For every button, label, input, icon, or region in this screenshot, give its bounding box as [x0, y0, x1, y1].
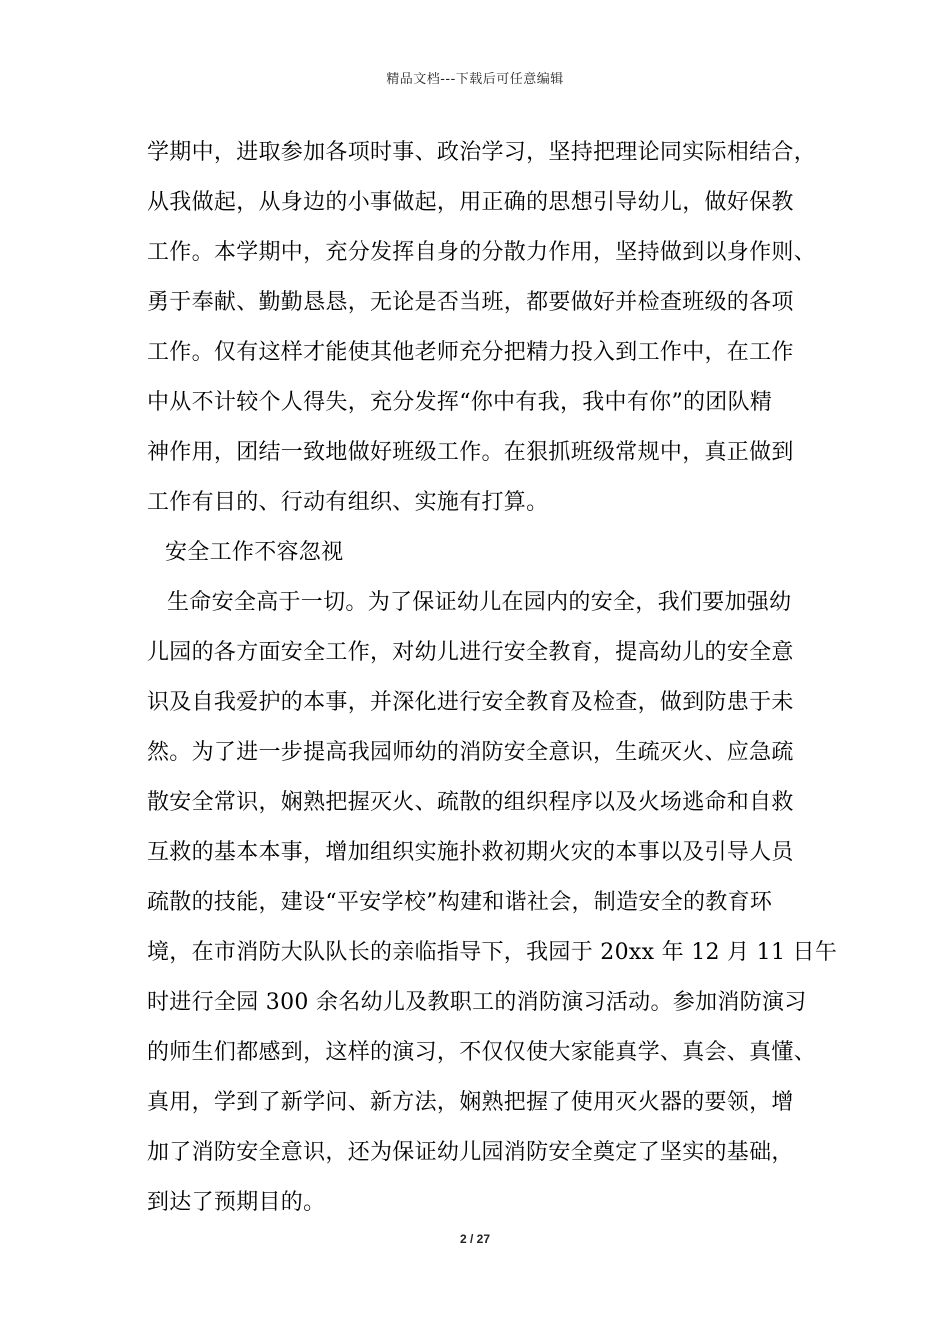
body-line: 中从不计较个人得失，充分发挥“你中有我，我中有你”的团队精: [147, 390, 773, 415]
body-line: 到达了预期目的。: [147, 1190, 326, 1215]
body-line: 的师生们都感到，这样的演习，不仅仅使大家能真学、真会、真懂、: [147, 1040, 817, 1065]
body-line: 然。为了进一步提高我园师幼的消防安全意识，生疏灭火、应急疏: [147, 740, 794, 765]
body-line: 散安全常识，娴熟把握灭火、疏散的组织程序以及火场逃命和自救: [147, 790, 794, 815]
body-line: 真用，学到了新学问、新方法，娴熟把握了使用灭火器的要领，增: [147, 1090, 794, 1115]
body-line: 从我做起，从身边的小事做起，用正确的思想引导幼儿，做好保教: [147, 190, 794, 215]
page-header: 精品文档---下载后可任意编辑: [386, 72, 564, 87]
body-line: 学期中，进取参加各项时事、政治学习，坚持把理论同实际相结合，: [147, 140, 817, 165]
body-line: 时进行全园 300 余名幼儿及教职工的消防演习活动。参加消防演习: [147, 990, 807, 1015]
page-number: 2 / 27: [459, 1232, 491, 1246]
body-line: 勇于奉献、勤勤恳恳，无论是否当班，都要做好并检查班级的各项: [147, 290, 794, 315]
body-line: 疏散的技能，建设“平安学校”构建和谐社会，制造安全的教育环: [147, 890, 773, 915]
body-line: 境，在市消防大队队长的亲临指导下，我园于 20xx 年 12 月 11 日午: [147, 940, 838, 965]
body-line: 互救的基本本事，增加组织实施扑救初期火灾的本事以及引导人员: [147, 840, 794, 865]
body-line: 儿园的各方面安全工作，对幼儿进行安全教育，提高幼儿的安全意: [147, 640, 794, 665]
section-heading: 安全工作不容忽视: [165, 540, 344, 565]
body-line: 神作用，团结一致地做好班级工作。在狠抓班级常规中，真正做到: [147, 440, 794, 465]
body-line: 工作。仅有这样才能使其他老师充分把精力投入到工作中，在工作: [147, 340, 794, 365]
body-line: 生命安全高于一切。为了保证幼儿在园内的安全，我们要加强幼: [167, 590, 792, 615]
body-line: 工作有目的、行动有组织、实施有打算。: [147, 490, 549, 515]
body-line: 加了消防安全意识，还为保证幼儿园消防安全奠定了坚实的基础，: [147, 1140, 794, 1165]
body-line: 识及自我爱护的本事，并深化进行安全教育及检查，做到防患于未: [147, 690, 794, 715]
body-line: 工作。本学期中，充分发挥自身的分散力作用，坚持做到以身作则、: [147, 240, 817, 265]
document-body: [147, 128, 837, 1228]
